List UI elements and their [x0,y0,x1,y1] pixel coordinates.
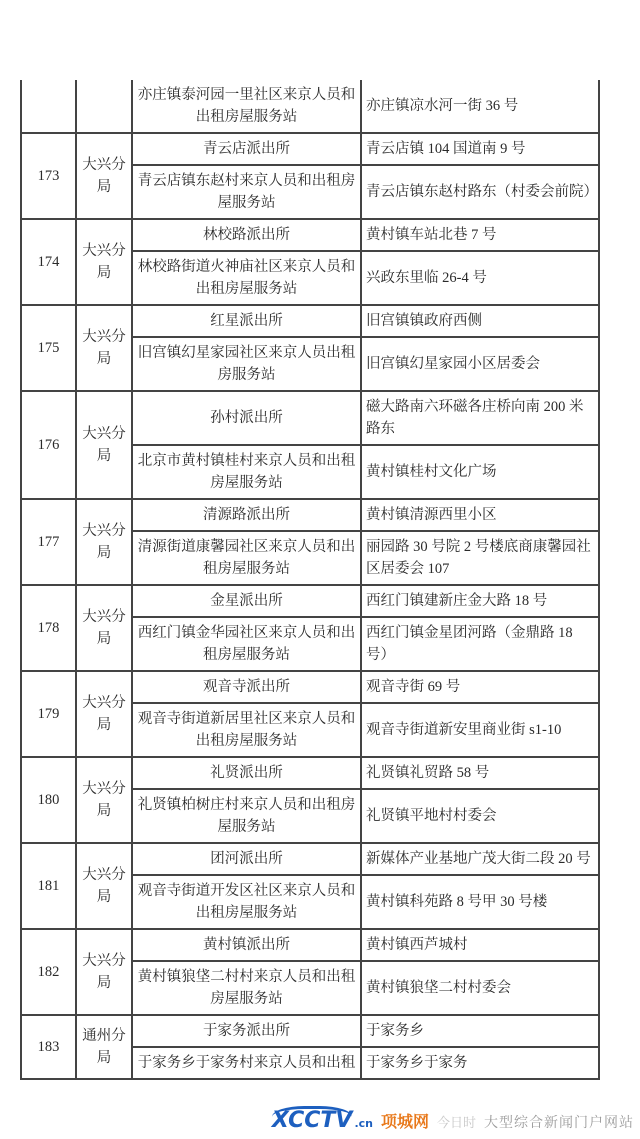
watermark-site-name: 项城网 [380,1112,429,1131]
station-name: 观音寺派出所 [132,671,361,703]
row-number: 177 [21,499,76,585]
station-address: 新媒体产业基地广茂大街二段 20 号 [361,843,599,875]
table-row [21,499,599,531]
station-address: 西红门镇金星团河路（金鼎路 18 号） [361,617,599,671]
station-address: 青云店镇东赵村路东（村委会前院） [361,165,599,219]
station-address: 黄村镇西芦城村 [361,929,599,961]
table-row [21,1015,599,1047]
table-row [21,305,599,337]
station-address: 磁大路南六环磁各庄桥向南 200 米路东 [361,391,599,445]
station-name: 西红门镇金华园社区来京人员和出租房屋服务站 [132,617,361,671]
station-address: 礼贤镇礼贸路 58 号 [361,757,599,789]
station-address: 丽园路 30 号院 2 号楼底商康馨园社区居委会 107 [361,531,599,585]
row-number: 181 [21,843,76,929]
table-row [21,585,599,617]
table-row [21,671,599,703]
bureau-name: 大兴分局 [76,843,132,929]
watermark-domain: .cn [354,1117,373,1130]
bureau-name: 大兴分局 [76,929,132,1015]
watermark-faint-text: 今日时 [436,1116,476,1131]
bureau-name: 大兴分局 [76,391,132,499]
station-address: 于家务乡 [361,1015,599,1047]
bureau-name: 大兴分局 [76,499,132,585]
station-name: 北京市黄村镇桂村来京人员和出租房屋服务站 [132,445,361,499]
station-name: 于家务乡于家务村来京人员和出租 [132,1047,361,1079]
station-name: 团河派出所 [132,843,361,875]
station-name: 礼贤镇柏树庄村来京人员和出租房屋服务站 [132,789,361,843]
station-name: 观音寺街道新居里社区来京人员和出租房屋服务站 [132,703,361,757]
station-address: 礼贤镇平地村村委会 [361,789,599,843]
bureau-name: 大兴分局 [76,671,132,757]
table-row [21,391,599,445]
bureau-name: 大兴分局 [76,585,132,671]
station-address: 亦庄镇凉水河一街 36 号 [361,80,599,133]
table-row [21,219,599,251]
table-row [21,133,599,165]
station-name: 金星派出所 [132,585,361,617]
station-address: 黄村镇桂村文化广场 [361,445,599,499]
station-address: 黄村镇狼垡二村村委会 [361,961,599,1015]
bureau-name: 大兴分局 [76,133,132,219]
bureau-name: 大兴分局 [76,757,132,843]
row-number: 178 [21,585,76,671]
station-name: 林校路派出所 [132,219,361,251]
bureau-name [76,80,132,133]
station-address: 黄村镇清源西里小区 [361,499,599,531]
row-number: 183 [21,1015,76,1079]
station-name: 黄村镇狼垡二村村来京人员和出租房屋服务站 [132,961,361,1015]
station-name: 红星派出所 [132,305,361,337]
station-address: 黄村镇车站北巷 7 号 [361,219,599,251]
station-name: 林校路街道火神庙社区来京人员和出租房屋服务站 [132,251,361,305]
row-number: 176 [21,391,76,499]
row-number: 179 [21,671,76,757]
station-name: 清源街道康馨园社区来京人员和出租房屋服务站 [132,531,361,585]
station-address: 旧宫镇幻星家园小区居委会 [361,337,599,391]
station-address: 黄村镇科苑路 8 号甲 30 号楼 [361,875,599,929]
watermark-slogan: 大型综合新闻门户网站 [484,1115,634,1131]
row-number: 175 [21,305,76,391]
station-name: 观音寺街道开发区社区来京人员和出租房屋服务站 [132,875,361,929]
station-table [20,80,600,1080]
station-address: 兴政东里临 26-4 号 [361,251,599,305]
table-row [21,843,599,875]
table-row [21,80,599,133]
station-name: 青云店镇东赵村来京人员和出租房屋服务站 [132,165,361,219]
station-name: 旧宫镇幻星家园社区来京人员出租房服务站 [132,337,361,391]
row-number: 174 [21,219,76,305]
station-name: 清源路派出所 [132,499,361,531]
watermark [272,1106,634,1133]
station-address: 观音寺街 69 号 [361,671,599,703]
bureau-name: 通州分局 [76,1015,132,1079]
station-name: 青云店派出所 [132,133,361,165]
station-name: 礼贤派出所 [132,757,361,789]
row-number: 180 [21,757,76,843]
station-address: 观音寺街道新安里商业街 s1-10 [361,703,599,757]
station-address: 于家务乡于家务 [361,1047,599,1079]
station-address: 西红门镇建新庄金大路 18 号 [361,585,599,617]
row-number [21,80,76,133]
bureau-name: 大兴分局 [76,219,132,305]
station-name: 黄村镇派出所 [132,929,361,961]
row-number: 173 [21,133,76,219]
row-number: 182 [21,929,76,1015]
station-name: 孙村派出所 [132,391,361,445]
station-address: 旧宫镇镇政府西侧 [361,305,599,337]
table-row [21,929,599,961]
bureau-name: 大兴分局 [76,305,132,391]
watermark-logo: XCCTV [271,1108,353,1133]
station-address: 青云店镇 104 国道南 9 号 [361,133,599,165]
station-name: 于家务派出所 [132,1015,361,1047]
table-row [21,757,599,789]
station-name: 亦庄镇泰河园一里社区来京人员和出租房屋服务站 [132,80,361,133]
